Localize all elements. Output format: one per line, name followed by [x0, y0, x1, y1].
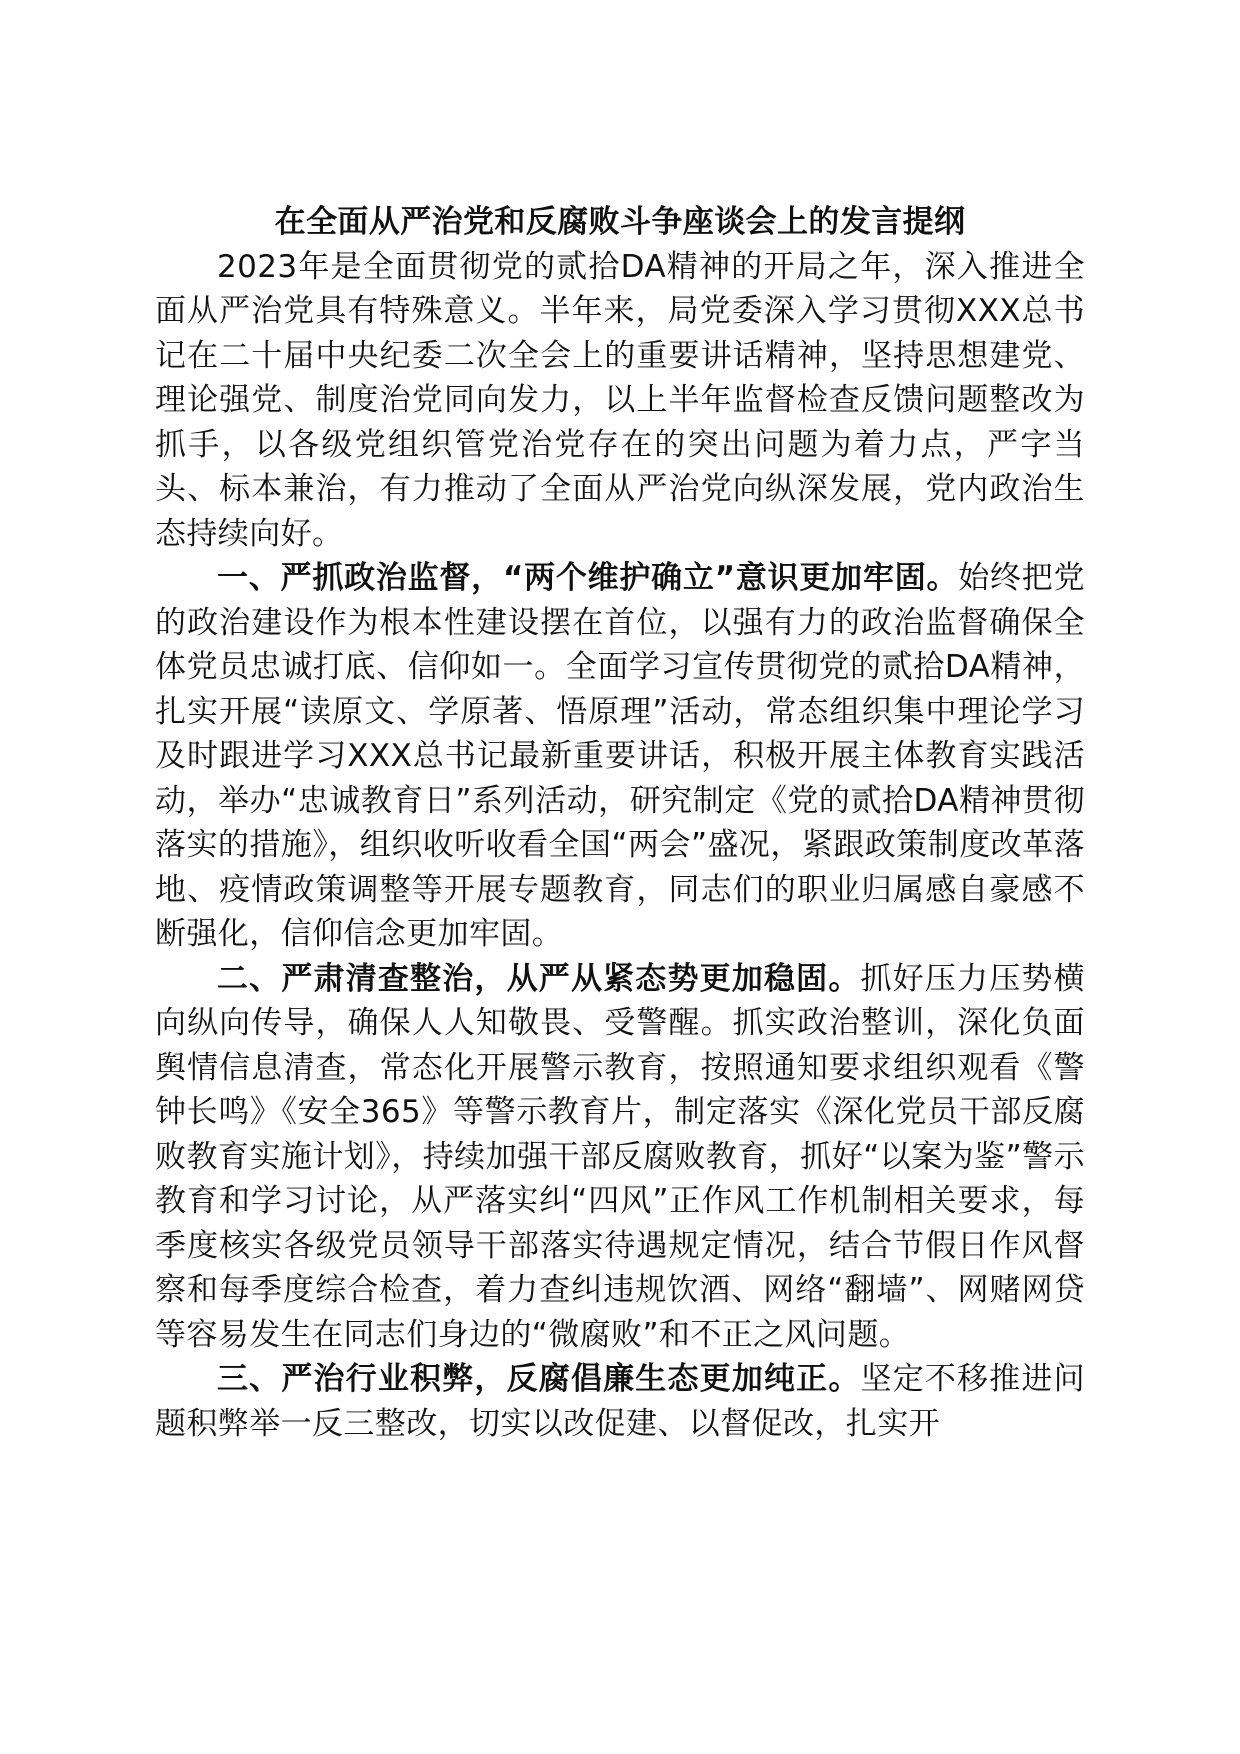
- section-body-1: 始终把党的政治建设作为根本性建设摆在首位，以强有力的政治监督确保全体党员忠诚打底、信仰如一。全面学习宣传贯彻党的贰拾DA精神，扎实开展“读原文、学原著、悟原理”活动，常态组织集中理论学习及时跟进学习XXX总书记最新重要讲话，积极开展主体教育实践活动，举办“忠诚教育日”系列活动，研究制定《党的贰拾DA精神贯彻落实的措施》，组织收听收看全国“两会”盛况，紧跟政策制度改革落地、疫情政策调整等开展专题教育，同志们的职业归属感自豪感不断强化，信仰信念更加牢固。: [155, 560, 1085, 952]
- intro-paragraph: 2023年是全面贯彻党的贰拾DA精神的开局之年，深入推进全面从严治党具有特殊意义。半年来，局党委深入学习贯彻XXX总书记在二十届中央纪委二次全会上的重要讲话精神，坚持思想建党、理论强党、制度治党同向发力，以上半年监督检查反馈问题整改为抓手，以各级党组织管党治党存在的突出问题为着力点，严字当头、标本兼治，有力推动了全面从严治党向纵深发展，党内政治生态持续向好。: [155, 248, 1085, 552]
- section-heading-2: 二、严肃清查整治，从严从紧态势更加稳固。: [217, 960, 861, 997]
- document-title: 在全面从严治党和反腐败斗争座谈会上的发言提纲: [274, 204, 966, 240]
- section-heading-3: 三、严治行业积弊，反腐倡廉生态更加纯正。: [217, 1361, 861, 1397]
- section-paragraph-2: [155, 957, 1085, 1358]
- section-paragraph-3: [155, 1357, 1085, 1446]
- section-heading-1: 一、严抓政治监督，“两个维护确立”意识更加牢固。: [217, 560, 959, 596]
- section-body-3: 坚定不移推进问题积弊举一反三整改，切实以改促建、以督促改，扎实开: [155, 1361, 1085, 1442]
- section-paragraph-1: [155, 556, 1085, 957]
- section-body-2: 抓好压力压势横向纵向传导，确保人人知敬畏、受警醒。抓实政治整训，深化负面舆情信息清查，常态化开展警示教育，按照通知要求组织观看《警钟长鸣》《安全365》等警示教育片，制定落实《深化党员干部反腐败教育实施计划》，持续加强干部反腐败教育，抓好“以案为鉴”警示教育和学习讨论，从严落实纠“四风”正作风工作机制相关要求，每季度核实各级党员领导干部落实待遇规定情况，结合节假日作风督察和每季度综合检查，着力查纠违规饮酒、网络“翻墙”、网赌网贷等容易发生在同志们身边的“微腐败”和不正之风问题。: [155, 960, 1085, 1353]
- document-body: [155, 200, 1085, 1446]
